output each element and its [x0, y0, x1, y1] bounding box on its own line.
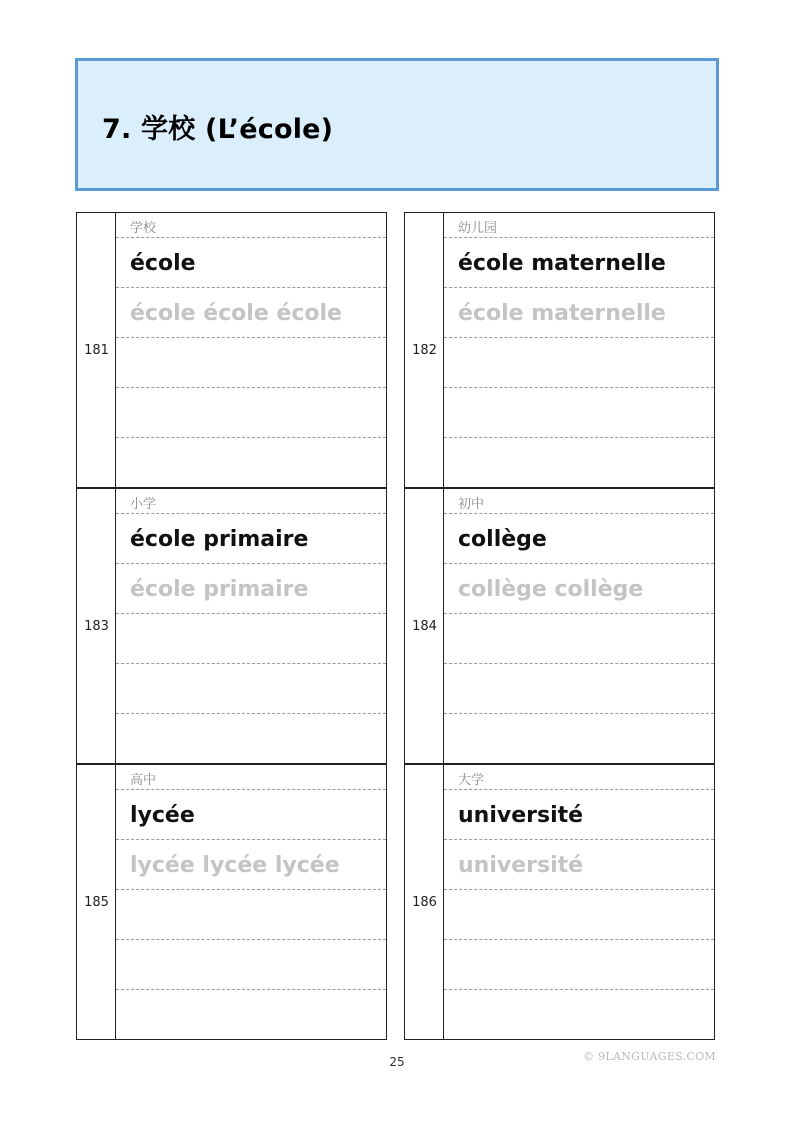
- guide-line: [116, 287, 386, 288]
- guide-line: [116, 989, 386, 990]
- guide-line: [444, 989, 714, 990]
- vocab-card: [404, 764, 715, 1040]
- guide-line: [116, 513, 386, 514]
- trace-text: école école école: [130, 301, 342, 326]
- guide-line: [116, 839, 386, 840]
- vocab-card: [404, 488, 715, 764]
- guide-line: [116, 889, 386, 890]
- guide-line: [116, 789, 386, 790]
- card-number: 182: [412, 343, 437, 358]
- guide-line: [116, 437, 386, 438]
- guide-line: [444, 939, 714, 940]
- guide-line: [116, 613, 386, 614]
- vocab-card: [404, 212, 715, 488]
- chapter-header: [75, 58, 719, 191]
- chinese-label: 小学: [130, 497, 157, 512]
- card-number: 183: [84, 619, 109, 634]
- guide-line: [444, 613, 714, 614]
- french-word: lycée: [130, 803, 195, 828]
- chinese-label: 学校: [130, 221, 157, 236]
- card-number: 185: [84, 895, 109, 910]
- guide-line: [116, 387, 386, 388]
- guide-line: [116, 939, 386, 940]
- copyright-notice: © 9LANGUAGES.COM: [583, 1050, 716, 1063]
- guide-line: [444, 287, 714, 288]
- french-word: école maternelle: [458, 251, 666, 276]
- vocab-card: [76, 488, 387, 764]
- french-word: école primaire: [130, 527, 309, 552]
- guide-line: [444, 789, 714, 790]
- french-word: collège: [458, 527, 547, 552]
- card-number: 181: [84, 343, 109, 358]
- guide-line: [444, 713, 714, 714]
- vocab-card: [76, 764, 387, 1040]
- guide-line: [116, 713, 386, 714]
- card-number: 186: [412, 895, 437, 910]
- guide-line: [444, 237, 714, 238]
- trace-text: lycée lycée lycée: [130, 853, 340, 878]
- french-word: école: [130, 251, 196, 276]
- trace-text: école maternelle: [458, 301, 666, 326]
- chinese-label: 初中: [458, 497, 485, 512]
- chinese-label: 大学: [458, 773, 485, 788]
- guide-line: [444, 387, 714, 388]
- guide-line: [444, 563, 714, 564]
- guide-line: [444, 437, 714, 438]
- vocab-card: [76, 212, 387, 488]
- trace-text: collège collège: [458, 577, 644, 602]
- trace-text: université: [458, 853, 584, 878]
- guide-line: [116, 563, 386, 564]
- chinese-label: 幼儿园: [458, 221, 498, 236]
- guide-line: [444, 889, 714, 890]
- page-number: 25: [389, 1055, 405, 1069]
- guide-line: [116, 237, 386, 238]
- guide-line: [444, 513, 714, 514]
- guide-line: [444, 663, 714, 664]
- french-word: université: [458, 803, 584, 828]
- chinese-label: 高中: [130, 773, 157, 788]
- guide-line: [444, 337, 714, 338]
- trace-text: école primaire: [130, 577, 309, 602]
- guide-line: [444, 839, 714, 840]
- guide-line: [116, 337, 386, 338]
- card-number: 184: [412, 619, 437, 634]
- guide-line: [116, 663, 386, 664]
- chapter-title: 7. 学校 (L’école): [102, 114, 334, 145]
